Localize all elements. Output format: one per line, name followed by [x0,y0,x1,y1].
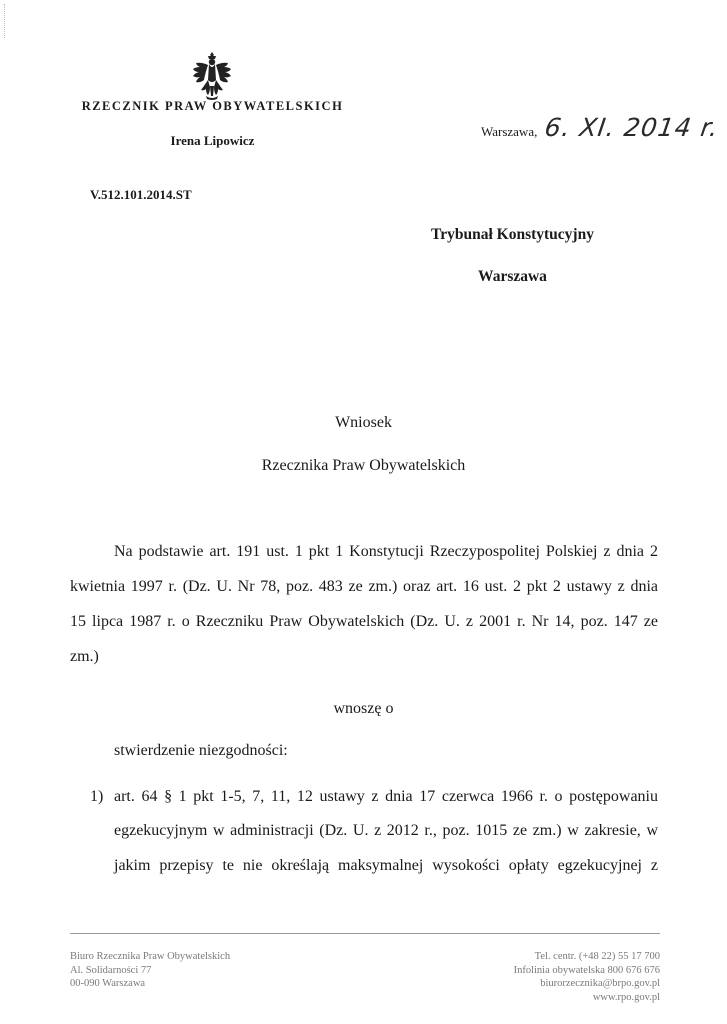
item-line-3: jakim przepisy te nie określają maksymalnej wysokości opłaty egzekucyjnej z [114,857,658,874]
footer-postcode: 00-090 Warszawa [70,978,146,989]
footer-website: www.rpo.gov.pl [592,991,660,1003]
document-title: Wniosek [335,414,392,431]
footer-address [70,950,230,991]
intro-line-2: kwietnia 1997 r. (Dz. U. Nr 78, poz. 483 ze zm.) oraz art. 16 ust. 2 pkt 2 ustawy z dnia [70,578,658,595]
addressee-city: Warszawa [478,268,547,285]
footer-street: Al. Solidarności 77 [70,964,152,976]
place-label: Warszawa, [481,124,538,139]
item-line-2: egzekucyjnym w administracji (Dz. U. z 2012 r., poz. 1015 ze zm.) w zakresie, w [114,822,658,839]
polish-eagle-emblem [189,50,235,102]
case-reference: V.512.101.2014.ST [90,187,192,202]
item-number: 1) [90,788,104,805]
footer-email: biurorzecznika@brpo.gov.pl [540,978,660,989]
office-name: RZECZNIK PRAW OBYWATELSKICH [81,99,344,113]
footer-helpline: Infolinia obywatelska 800 676 676 [513,964,660,976]
footer-phone: Tel. centr. (+48 22) 55 17 700 [534,951,660,962]
intro-line-1: Na podstawie art. 191 ust. 1 pkt 1 Konstytucji Rzeczypospolitej Polskiej z dnia 2 [114,543,658,560]
item-line-1: art. 64 § 1 pkt 1-5, 7, 11, 12 ustawy z dnia 17 czerwca 1966 r. o postępowaniu [114,788,658,805]
footer-contact [440,950,660,1004]
intro-line-4: zm.) [70,648,99,665]
addressee-name: Trybunał Konstytucyjny [431,226,594,243]
request-phrase: wnoszę o [333,700,394,717]
document-subtitle: Rzecznika Praw Obywatelskich [261,457,466,474]
scan-edge-mark [4,4,7,38]
ombudsman-name: Irena Lipowicz [170,133,255,148]
finding-phrase: stwierdzenie niezgodności: [114,742,288,759]
footer-office: Biuro Rzecznika Praw Obywatelskich [70,951,231,962]
handwritten-date: 6. XI. 2014 r. [543,113,722,142]
place-and-date [481,113,722,142]
intro-line-3: 15 lipca 1987 r. o Rzeczniku Praw Obywatelskich (Dz. U. z 2001 r. Nr 14, poz. 147 ze [70,613,658,630]
footer-divider [70,933,660,934]
